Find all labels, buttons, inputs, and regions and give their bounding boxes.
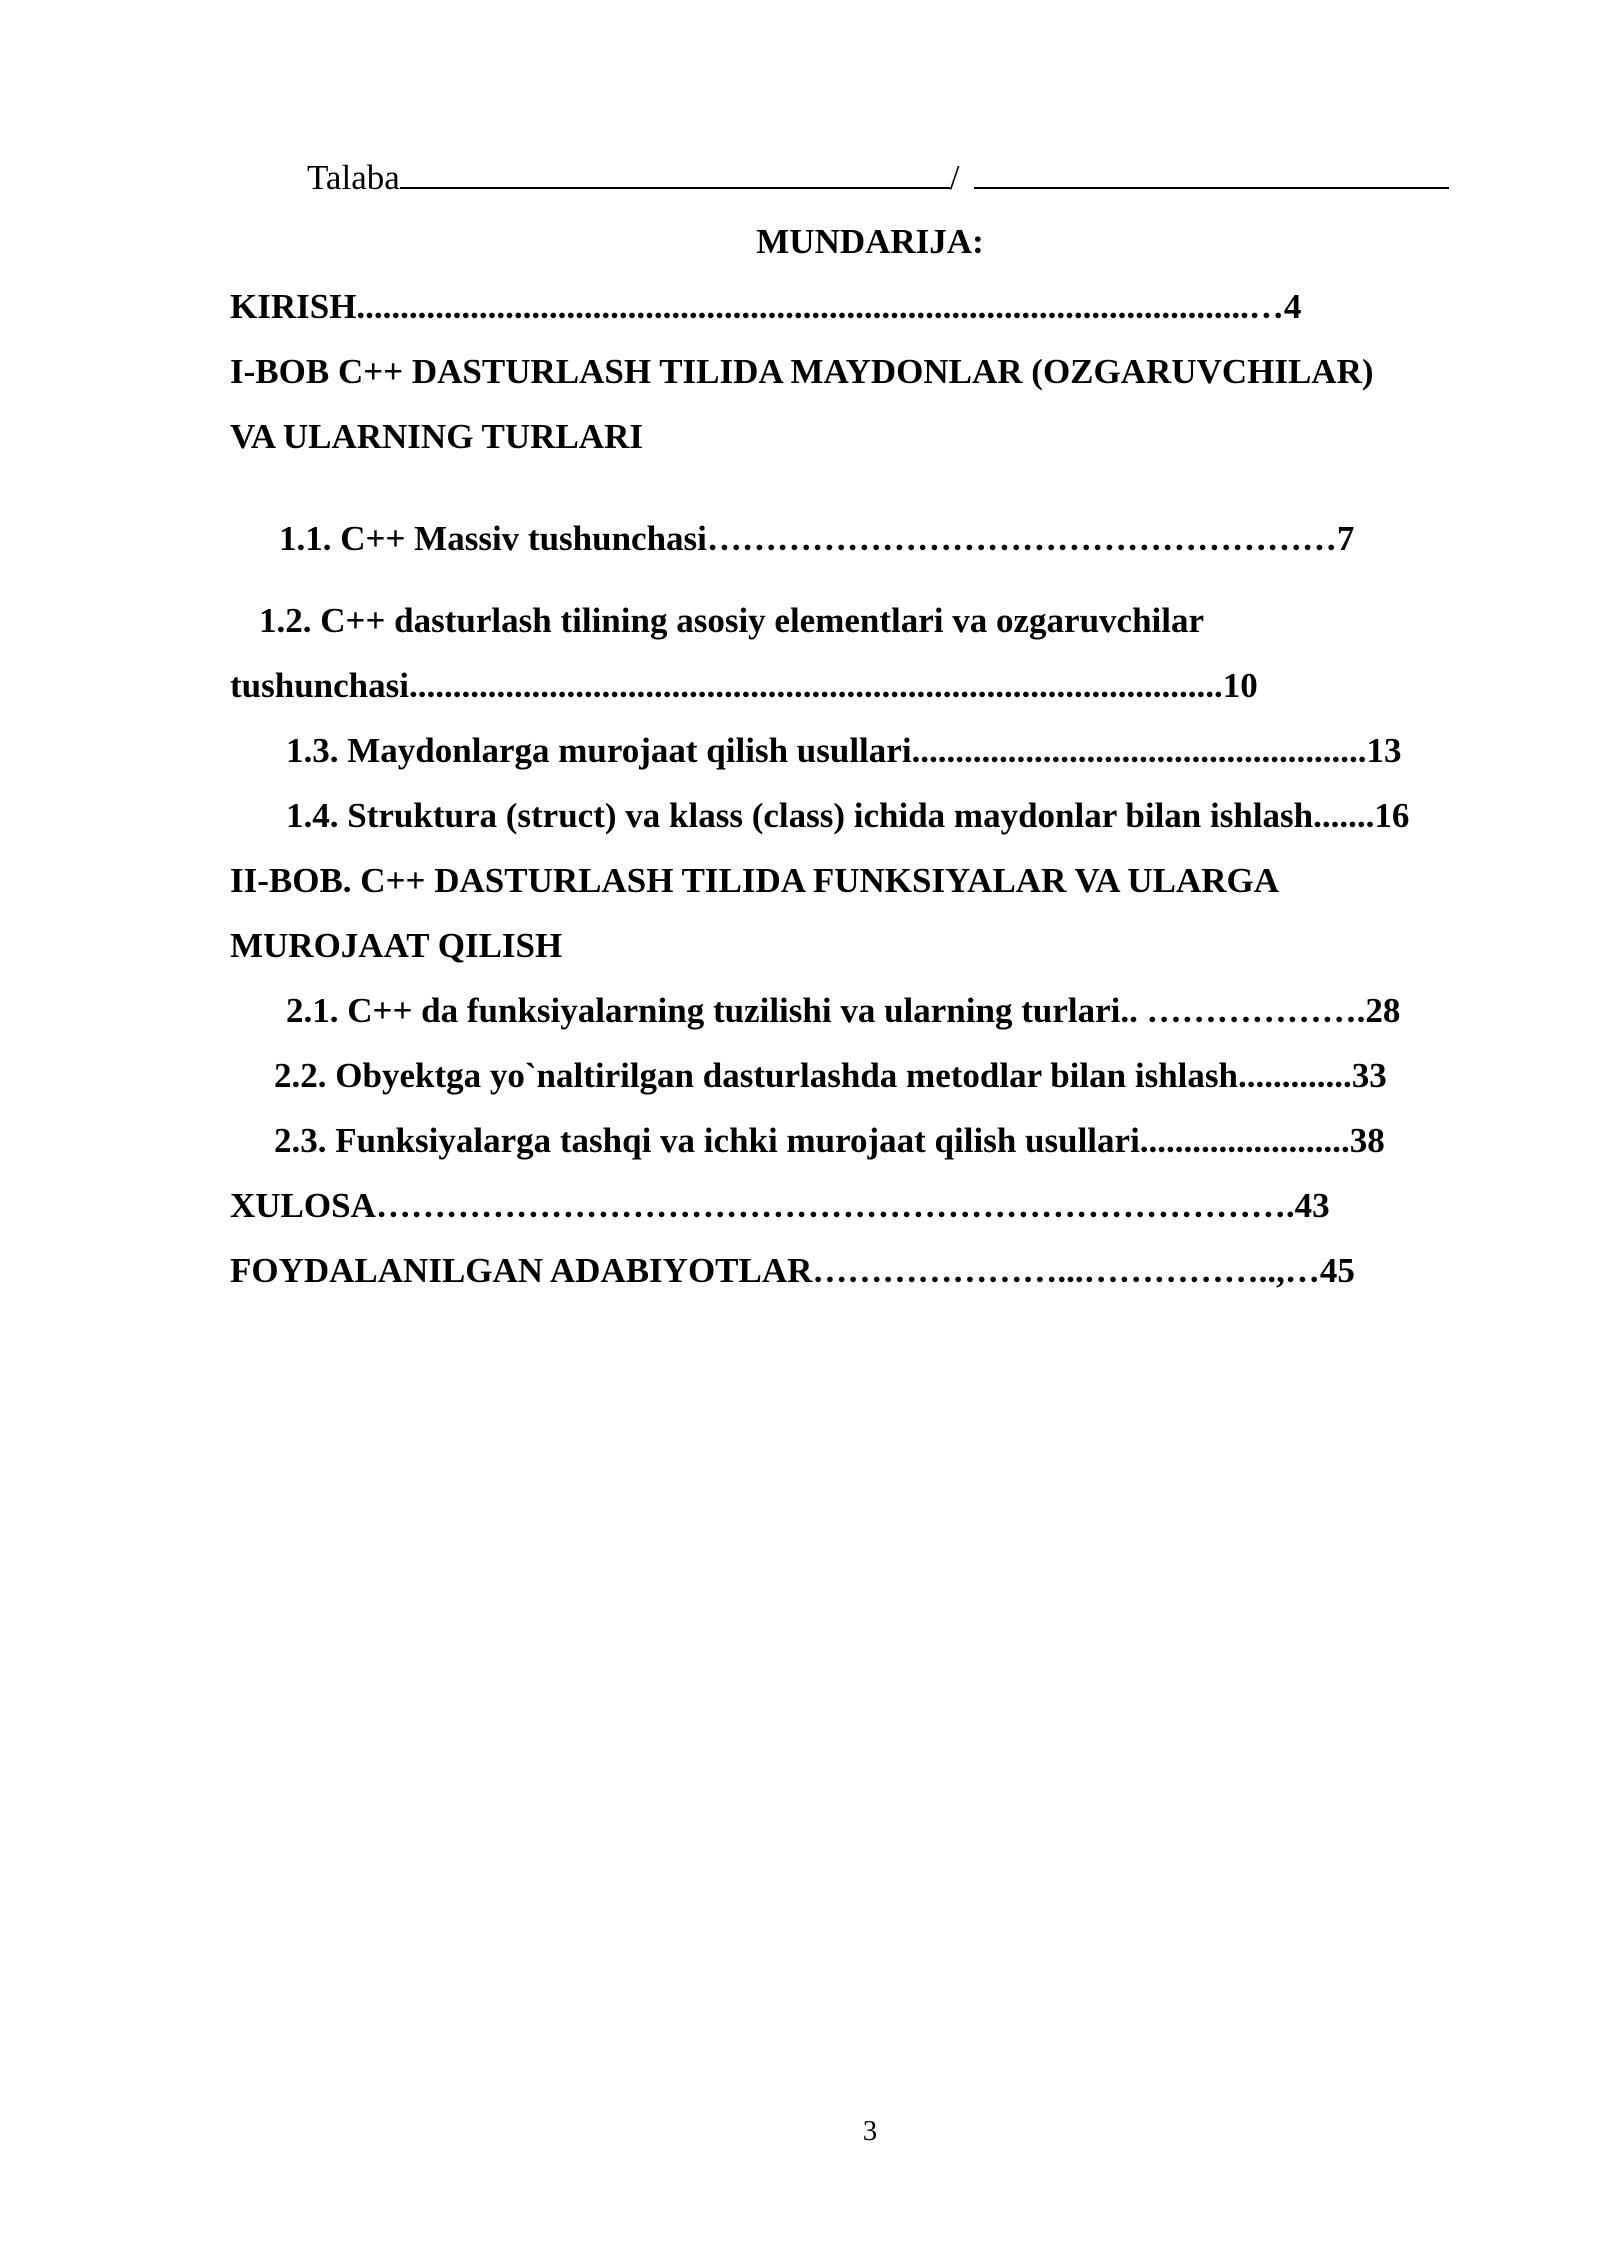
student-name-blank [400,155,950,189]
student-label: Talaba [307,158,400,197]
toc-entry-2-2: 2.2. Obyektga yo`naltirilgan dasturlashda metodlar bilan ishlash.............33 [274,1056,1387,1095]
toc-entry-1-1: 1.1. C++ Massiv tushunchasi………………………………………………7 [279,519,1355,558]
toc-entry-adabiyotlar: FOYDALANILGAN ADABIYOTLAR…………………...……………..,…45 [230,1251,1355,1290]
toc-title: MUNDARIJA: [756,222,984,261]
toc-entry-1-4: 1.4. Struktura (struct) va klass (class) ichida maydonlar bilan ishlash.......16 [286,796,1410,835]
toc-entry-1-2-line2: tushunchasi.............................................................................................10 [230,666,1258,705]
student-signature-line [307,155,1449,199]
toc-entry-kirish: KIRISH......................................................................................................…4 [230,287,1302,326]
toc-entry-xulosa: XULOSA…………………………………………………………………….43 [230,1186,1330,1225]
toc-entry-1-3: 1.3. Maydonlarga murojaat qilish usullari....................................................13 [286,731,1402,770]
page-number: 3 [862,2115,878,2147]
toc-entry-2-3: 2.3. Funksiyalarga tashqi va ichki murojaat qilish usullari........................38 [274,1121,1385,1160]
signature-blank [974,155,1449,189]
signature-separator: / [949,158,960,197]
toc-chapter2-line2: MUROJAAT QILISH [230,926,563,965]
toc-entry-1-2-line1: 1.2. C++ dasturlash tilining asosiy elementlari va ozgaruvchilar [259,601,1205,640]
toc-chapter1-line2: VA ULARNING TURLARI [230,417,643,456]
toc-entry-2-1: 2.1. C++ da funksiyalarning tuzilishi va ularning turlari.. ……………….28 [286,991,1401,1030]
toc-chapter1-line1: I-BOB C++ DASTURLASH TILIDA MAYDONLAR (OZGARUVCHILAR) [230,352,1374,391]
toc-chapter2-line1: II-BOB. C++ DASTURLASH TILIDA FUNKSIYALAR VA ULARGA [230,861,1279,900]
